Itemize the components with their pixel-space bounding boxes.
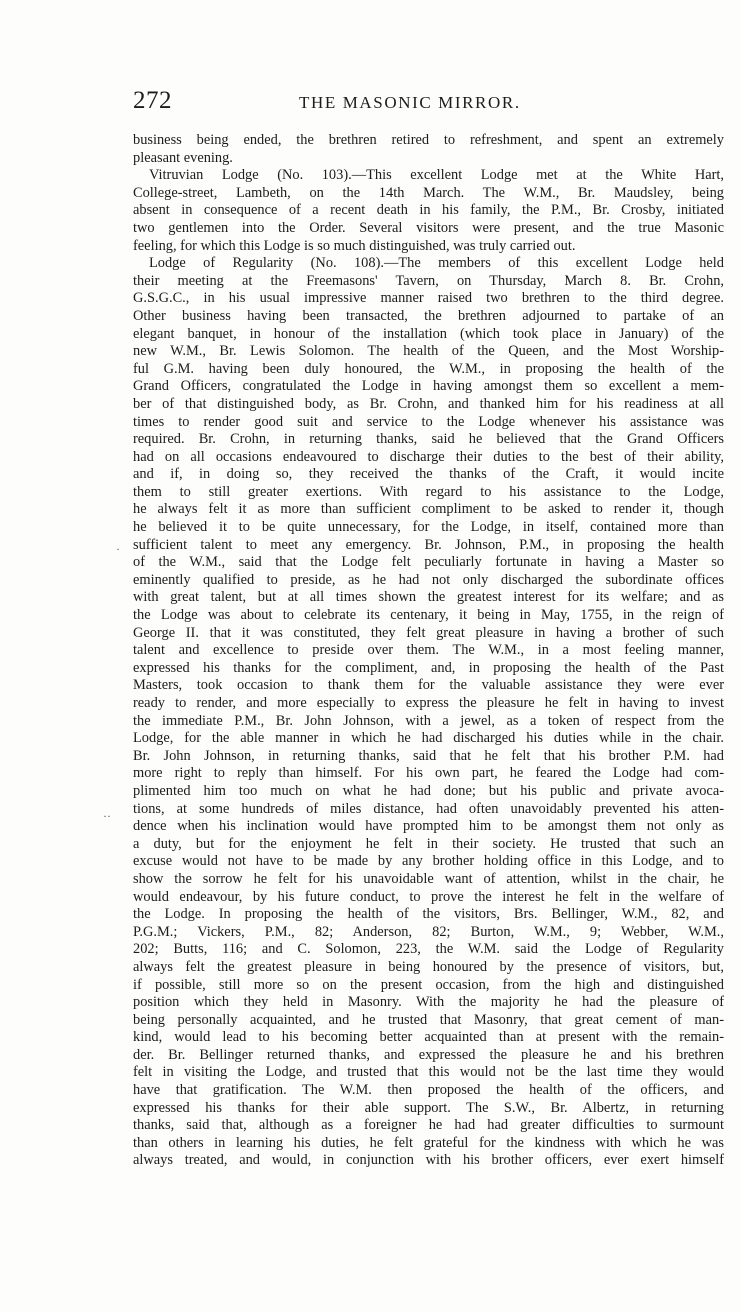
text-line: feeling, for which this Lodge is so much distinguished, was truly carried out.	[133, 237, 576, 254]
text-line: their meeting at the Freemasons' Tavern, on Thursday, March 8. Br. Crohn,	[133, 272, 724, 289]
text-line: ber of that distinguished body, as Br. Crohn, and thanked him for his readiness at all	[133, 395, 724, 412]
text-line: Br. John Johnson, in returning thanks, said that he felt that his brother P.M. had	[133, 747, 724, 764]
text-line: than others in learning his duties, he felt grateful for the kindness with which he was	[133, 1134, 724, 1151]
running-head	[133, 86, 724, 116]
text-line: had on all occasions endeavoured to discharge their duties to the best of their ability,	[133, 448, 724, 465]
text-line: have that gratification. The W.M. then proposed the health of the officers, and	[133, 1082, 724, 1099]
margin-dots: ··	[103, 809, 111, 823]
text-line: of the W.M., said that the Lodge felt peculiarly fortunate in having a Master so	[133, 554, 724, 571]
text-line: George II. that it was constituted, they felt great pleasure in having a brother of such	[133, 624, 724, 641]
text-line: pleasant evening.	[133, 149, 233, 166]
text-line: a duty, but for the enjoyment he felt in their society. He trusted that such an	[133, 835, 724, 852]
text-line: G.S.G.C., in his usual impressive manner raised two brethren to the third degree.	[133, 290, 724, 307]
text-line: absent in consequence of a recent death in his family, the P.M., Br. Crosby, initiated	[133, 202, 724, 219]
text-line: he always felt it as more than sufficient compliment to be asked to render it, though	[133, 501, 724, 518]
text-line: thanks, said that, although as a foreigner he had had greater difficulties to surmount	[133, 1117, 724, 1134]
page-number: 272	[133, 87, 172, 114]
text-line: required. Br. Crohn, in returning thanks, said he believed that the Grand Officers	[133, 431, 724, 448]
text-line: show the sorrow he felt for his unavoidable want of attention, whilst in the chair, he	[133, 870, 724, 887]
text-line: College-street, Lambeth, on the 14th March. The W.M., Br. Maudsley, being	[133, 184, 724, 201]
text-line: sufficient talent to meet any emergency. Br. Johnson, P.M., in proposing the health	[133, 536, 724, 553]
text-line: always treated, and would, in conjunction with his brother officers, ever exert himself	[133, 1152, 724, 1169]
text-line: always felt the greatest pleasure in being honoured by the presence of visitors, but,	[133, 958, 724, 975]
text-line: the immediate P.M., Br. John Johnson, with a jewel, as a token of respect from the	[133, 712, 724, 729]
text-line: and if, in doing so, they received the thanks of the Craft, it would incite	[133, 466, 724, 483]
text-line: Masters, took occasion to thank them for the valuable assistance they were ever	[133, 677, 724, 694]
text-line: the Lodge was about to celebrate its centenary, it being in May, 1755, in the reign of	[133, 607, 724, 624]
text-line: new W.M., Br. Lewis Solomon. The health of the Queen, and the Most Worship-	[133, 343, 724, 360]
text-line: talent and excellence to preside over them. The W.M., in a most feeling manner,	[133, 642, 724, 659]
text-line: business being ended, the brethren retired to refreshment, and spent an extremely	[133, 132, 724, 148]
margin-dot: ·	[116, 542, 120, 556]
text-line: would endeavour, by his future conduct, to prove the interest he felt in the welfare of	[133, 888, 724, 905]
text-line: Grand Officers, congratulated the Lodge in having amongst them so excellent a mem-	[133, 378, 724, 395]
text-line: expressed his thanks for their able support. The S.W., Br. Albertz, in returning	[133, 1099, 724, 1116]
text-line: Vitruvian Lodge (No. 103).—This excellent Lodge met at the White Hart,	[149, 167, 724, 184]
text-line: with great talent, but at all times shown the greatest interest for its welfare; and as	[133, 589, 724, 606]
text-line: the Lodge. In proposing the health of the visitors, Brs. Bellinger, W.M., 82, and	[133, 906, 724, 923]
text-line: elegant banquet, in honour of the installation (which took place in January) of the	[133, 325, 724, 342]
text-line: two gentlemen into the Order. Several visitors were present, and the true Masonic	[133, 219, 724, 236]
text-line: if possible, still more so on the present occasion, from the high and distinguished	[133, 976, 724, 993]
text-line: being personally acquainted, and he trusted that Masonry, that great cement of man-	[133, 1011, 724, 1028]
article-body	[133, 132, 724, 1170]
text-line: position which they held in Masonry. With the majority he had the pleasure of	[133, 994, 724, 1011]
text-line: Lodge, for the able manner in which he had discharged his duties while in the chair.	[133, 730, 724, 747]
text-line: excuse would not have to be made by any brother holding office in this Lodge, and to	[133, 853, 724, 870]
text-line: Lodge of Regularity (No. 108).—The members of this excellent Lodge held	[149, 255, 724, 272]
text-line: dence when his inclination would have prompted him to be amongst them not only as	[133, 818, 724, 835]
text-line: 202; Butts, 116; and C. Solomon, 223, the W.M. said the Lodge of Regularity	[133, 941, 724, 958]
text-line: P.G.M.; Vickers, P.M., 82; Anderson, 82; Burton, W.M., 9; Webber, W.M.,	[133, 923, 724, 940]
text-line: more right to reply than himself. For his own part, he feared the Lodge had com-	[133, 765, 724, 782]
text-line: ready to render, and more especially to express the pleasure he felt in having to invest	[133, 695, 724, 711]
text-line: plimented him too much on what he had done; but his public and private avoca-	[133, 782, 724, 799]
text-line: felt in visiting the Lodge, and trusted that this would not be the last time they would	[133, 1064, 724, 1081]
text-line: he believed it to be quite unnecessary, for the Lodge, in itself, contained more than	[133, 519, 724, 536]
text-line: eminently qualified to preside, as he had not only discharged the subordinate offices	[133, 571, 724, 588]
text-line: ful G.M. having been duly honoured, the W.M., in proposing the health of the	[133, 360, 724, 377]
journal-title: THE MASONIC MIRROR.	[299, 93, 521, 112]
text-line: kind, would lead to his becoming better acquainted than at present with the remain-	[133, 1029, 724, 1046]
text-line: Other business having been transacted, the brethren adjourned to partake of an	[133, 307, 724, 324]
text-line: them to still greater exertions. With regard to his assistance to the Lodge,	[133, 483, 724, 500]
text-line: expressed his thanks for the compliment, and, in proposing the health of the Past	[133, 659, 724, 676]
text-line: der. Br. Bellinger returned thanks, and expressed the pleasure he and his brethren	[133, 1046, 724, 1063]
text-line: times to render good suit and service to the Lodge whenever his assistance was	[133, 413, 724, 430]
text-line: tions, at some hundreds of miles distance, had often unavoidably prevented his atten-	[133, 800, 724, 817]
